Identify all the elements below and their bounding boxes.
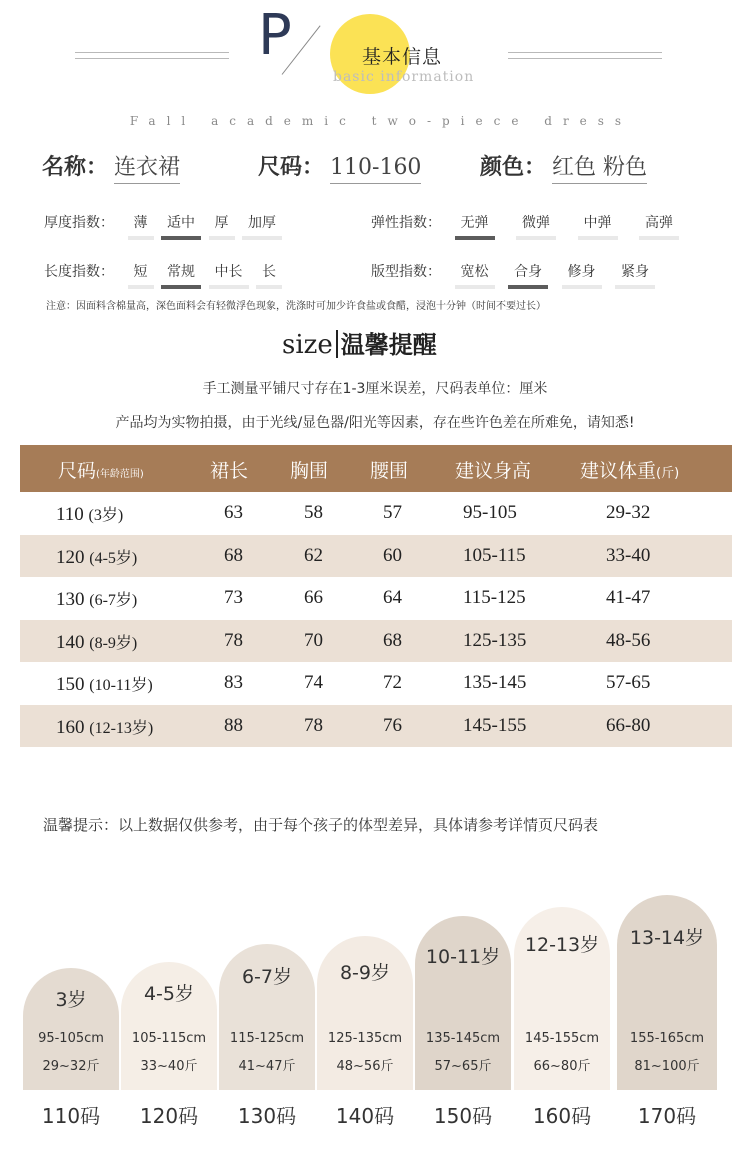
section-title-en: basic information [333, 69, 475, 85]
cell-weight: 66-80 [606, 714, 651, 736]
fit-option: 紧身 [615, 261, 655, 289]
fit-index [371, 261, 659, 289]
header-size: 尺码(年龄范围) [58, 460, 144, 482]
size-arch-120 [121, 962, 217, 1090]
header-chest: 胸围 [290, 460, 329, 482]
cell-height: 105-115 [463, 544, 526, 566]
cell-chest: 66 [304, 587, 323, 608]
thickness-index [44, 212, 286, 240]
color-diff-note: 产品均为实物拍摄，由于光线/显色器/阳光等因素，存在些许色差在所难免，请知悉! [115, 415, 635, 431]
product-subtitle: Fall academic two-piece dress [129, 114, 633, 128]
cell-height: 95-105 [463, 502, 517, 523]
size-code: 120码 [139, 1104, 199, 1128]
size-arch-160 [514, 907, 610, 1090]
cell-chest: 58 [304, 502, 323, 523]
size-arch-140 [317, 936, 413, 1090]
cell-weight: 29-32 [606, 502, 651, 523]
arch-age: 13-14岁 [629, 927, 705, 949]
header-skirt: 裙长 [210, 460, 249, 482]
cell-size: 130 (6-7岁) [56, 589, 138, 610]
table-row [20, 620, 732, 663]
arch-height-range: 125-135cm [327, 1031, 403, 1046]
fit-option: 修身 [562, 261, 602, 289]
table-row [20, 662, 732, 705]
thickness-label: 厚度指数： [44, 216, 114, 231]
cell-skirt: 73 [224, 587, 243, 608]
warm-tip: 温馨提示：以上数据仅供参考，由于每个孩子的体型差异，具体请参考详情页尺码表 [43, 816, 599, 834]
size-code: 110码 [41, 1104, 101, 1128]
thickness-option: 加厚 [242, 212, 282, 240]
length-option: 长 [256, 261, 282, 289]
arch-age: 6-7岁 [241, 966, 293, 988]
divider [75, 52, 229, 53]
arch-weight-range: 57~65斤 [434, 1059, 492, 1074]
arch-weight-range: 29~32斤 [42, 1059, 100, 1074]
cell-size: 160 (12-13岁) [56, 716, 154, 738]
table-row [20, 705, 732, 748]
arch-weight-range: 48~56斤 [336, 1059, 394, 1074]
divider-bar [336, 330, 338, 358]
cell-height: 125-135 [463, 629, 527, 651]
elasticity-option: 微弹 [516, 212, 556, 240]
arch-age: 10-11岁 [425, 946, 501, 968]
size-code: 140码 [335, 1104, 395, 1128]
length-option: 短 [128, 261, 154, 289]
cell-skirt: 88 [224, 714, 243, 736]
size-value: 110-160 [330, 155, 421, 184]
cell-waist: 57 [383, 502, 402, 523]
length-label: 长度指数： [44, 265, 114, 280]
size-arch-130 [219, 944, 315, 1090]
name-label: 名称： [42, 154, 109, 180]
table-row [20, 492, 732, 535]
cell-waist: 60 [383, 544, 402, 566]
care-note: 注意：因面料含棉量高，深色面料会有轻微浮色现象，洗涤时可加少许食盐或食醋，浸泡十分钟（时间不要过长） [46, 301, 546, 312]
thickness-option-selected: 适中 [161, 212, 201, 240]
cell-weight: 33-40 [606, 544, 651, 566]
length-option: 中长 [209, 261, 249, 289]
arch-weight-range: 33~40斤 [140, 1059, 198, 1074]
cell-skirt: 68 [224, 544, 243, 566]
size-arch-150 [415, 916, 511, 1090]
table-row [20, 577, 732, 620]
size-word: size [282, 330, 333, 360]
size-code: 160码 [532, 1104, 592, 1128]
size-info [258, 150, 421, 181]
header [0, 0, 750, 110]
cell-waist: 64 [383, 587, 402, 608]
arch-height-range: 115-125cm [229, 1031, 305, 1046]
arch-age: 3岁 [55, 989, 87, 1011]
cell-weight: 57-65 [606, 672, 651, 693]
arch-height-range: 135-145cm [425, 1031, 501, 1046]
size-code: 130码 [237, 1104, 297, 1128]
cell-chest: 62 [304, 544, 323, 566]
cell-waist: 76 [383, 714, 402, 736]
color-info [480, 150, 647, 181]
divider [508, 58, 662, 59]
arch-weight-range: 81~100斤 [634, 1059, 700, 1074]
fit-label: 版型指数： [371, 265, 441, 280]
cell-size: 150 (10-11岁) [56, 674, 153, 695]
cell-chest: 74 [304, 672, 323, 693]
cell-height: 115-125 [463, 587, 526, 608]
fit-option-selected: 合身 [508, 261, 548, 289]
header-waist: 腰围 [370, 460, 409, 482]
section-title: 基本信息 [362, 46, 443, 68]
cell-waist: 72 [383, 672, 402, 693]
divider [508, 52, 662, 53]
cell-size: 110 (3岁) [56, 504, 124, 525]
arch-height-range: 155-165cm [629, 1031, 705, 1046]
arch-weight-range: 41~47斤 [238, 1059, 296, 1074]
cell-chest: 70 [304, 629, 323, 651]
length-index [44, 261, 286, 289]
thickness-option: 薄 [128, 212, 154, 240]
elasticity-index [371, 212, 683, 240]
arch-weight-range: 66~80斤 [533, 1059, 591, 1074]
thickness-option: 厚 [209, 212, 235, 240]
cell-skirt: 78 [224, 629, 243, 651]
size-code: 150码 [433, 1104, 493, 1128]
cell-height: 135-145 [463, 672, 527, 693]
fit-option: 宽松 [455, 261, 495, 289]
cell-chest: 78 [304, 714, 323, 736]
color-value: 红色 粉色 [552, 155, 647, 184]
size-code: 170码 [637, 1104, 697, 1128]
size-label: 尺码： [258, 154, 325, 180]
header-height: 建议身高 [455, 460, 532, 482]
header-letter: P [258, 3, 292, 68]
measure-note: 手工测量平铺尺寸存在1-3厘米误差，尺码表单位：厘米 [202, 381, 548, 397]
cell-size: 120 (4-5岁) [56, 546, 138, 568]
header-weight: 建议体重(斤) [580, 460, 680, 482]
elasticity-option-selected: 无弹 [455, 212, 495, 240]
arch-height-range: 105-115cm [131, 1031, 207, 1046]
divider [75, 58, 229, 59]
color-label: 颜色： [480, 154, 547, 180]
cell-skirt: 83 [224, 672, 243, 693]
cell-waist: 68 [383, 629, 402, 651]
name-info [42, 150, 180, 181]
cell-weight: 41-47 [606, 587, 651, 608]
length-option-selected: 常规 [161, 261, 201, 289]
table-row [20, 535, 732, 578]
cell-size: 140 (8-9岁) [56, 631, 138, 653]
cell-weight: 48-56 [606, 629, 651, 651]
elasticity-label: 弹性指数： [371, 216, 441, 231]
arch-height-range: 145-155cm [524, 1031, 600, 1046]
size-heading [282, 325, 437, 360]
table-header [20, 445, 732, 492]
arch-height-range: 95-105cm [38, 1031, 104, 1046]
size-table [20, 445, 732, 747]
elasticity-option: 高弹 [639, 212, 679, 240]
size-arch-110 [23, 968, 119, 1090]
arch-age: 8-9岁 [339, 962, 391, 984]
arch-age: 12-13岁 [524, 934, 600, 956]
elasticity-option: 中弹 [578, 212, 618, 240]
name-value: 连衣裙 [114, 155, 180, 184]
reminder-title: 温馨提醒 [340, 331, 437, 359]
arch-age: 4-5岁 [143, 983, 195, 1005]
size-arch-170 [617, 895, 717, 1090]
cell-height: 145-155 [463, 714, 527, 736]
cell-skirt: 63 [224, 502, 243, 523]
